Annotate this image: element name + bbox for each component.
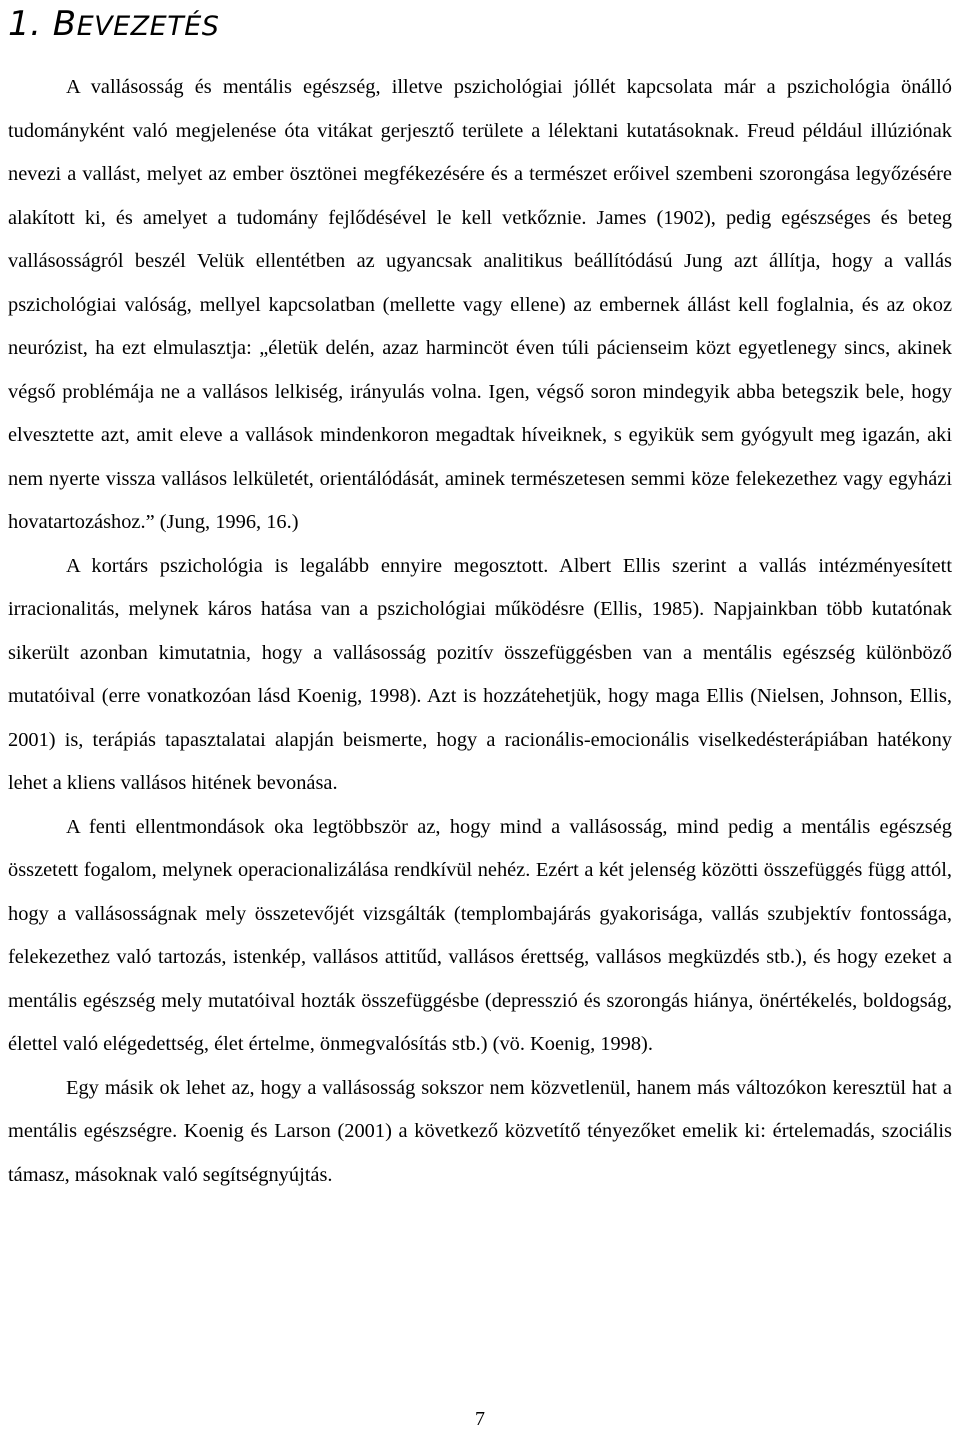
chapter-heading <box>8 2 219 49</box>
body-text <box>8 66 952 1197</box>
chapter-number: 1. <box>8 4 42 44</box>
paragraph: A vallásosság és mentális egészség, illetve pszichológiai jóllét kapcsolata már a pszichológia önálló tudományként való megjelenése óta vitákat gerjesztő területe a lélektani kutatásoknak. Freud például illúziónak nevezi a vallást, melyet az ember ösztönei megfékezésére és a természet erőivel szembeni szorongása legyőzésére alakított ki, és amelyet a tudomány fejlődésével le kell vetkőznie. James (1902), pedig egészséges és beteg vallásosságról beszél Velük ellentétben az ugyancsak analitikus beállítódású Jung azt állítja, hogy a vallás pszichológiai valóság, mellyel kapcsolatban (mellette vagy ellene) az embernek állást kell foglalnia, és az okoz neurózist, ha ezt elmulasztja: „életük delén, azaz harmincöt éven túli pácienseim közt egyetlenegy sincs, akinek végső problémája ne a vallásos lelkiség, irányulás volna. Igen, végső soron mindegyik abba betegszik bele, hogy elvesztette azt, amit eleve a vallások mindenkoron megadtak híveiknek, s egyikük sem gyógyult meg igazán, aki nem nyerte vissza vallásos lelkületét, orientálódását, aminek természetesen semmi köze felekezethez vagy egyházi hovatartozáshoz.” (Jung, 1996, 16.) <box>8 76 952 533</box>
paragraph: A kortárs pszichológia is legalább ennyire megosztott. Albert Ellis szerint a vallás intézményesített irracionalitás, melynek káros hatása van a pszichológiai működésre (Ellis, 1985). Napjainkban több kutatónak sikerült azonban kimutatnia, hogy a vallásosság pozitív összefüggésben van a mentális egészség különböző mutatóival (erre vonatkozóan lásd Koenig, 1998). Azt is hozzátehetjük, hogy maga Ellis (Nielsen, Johnson, Ellis, 2001) is, terápiás tapasztalatai alapján beismerte, hogy a racionális-emocionális viselkedésterápiában hatékony lehet a kliens vallásos hitének bevonása. <box>8 554 952 794</box>
chapter-title-initial: B <box>52 4 77 44</box>
paragraph: A fenti ellentmondások oka legtöbbször az, hogy mind a vallásosság, mind pedig a mentális egészség összetett fogalom, melynek operacionalizálása rendkívül nehéz. Ezért a két jelenség közötti összefüggés függ attól, hogy a vallásosságnak mely összetevőjét vizsgálták (templombajárás gyakorisága, vallás szubjektív fontossága, felekezethez való tartozás, istenkép, vallásos attitűd, vallásos érettség, vallásos megküzdés stb.), és hogy ezeket a mentális egészség mely mutatóival hozták összefüggésbe (depresszió és szorongás hiánya, önértékelés, boldogság, élettel való elégedettség, élet értelme, önmegvalósítás stb.) (vö. Koenig, 1998). <box>8 815 952 1055</box>
chapter-title-rest: EVEZETÉS <box>76 11 220 42</box>
page-number: 7 <box>475 1408 485 1430</box>
paragraph: Egy másik ok lehet az, hogy a vallásosság sokszor nem közvetlenül, hanem más változókon keresztül hat a mentális egészségre. Koenig és Larson (2001) a következő közvetítő tényezőket emelik ki: értelemadás, szociális támasz, másoknak való segítségnyújtás. <box>8 1076 952 1186</box>
